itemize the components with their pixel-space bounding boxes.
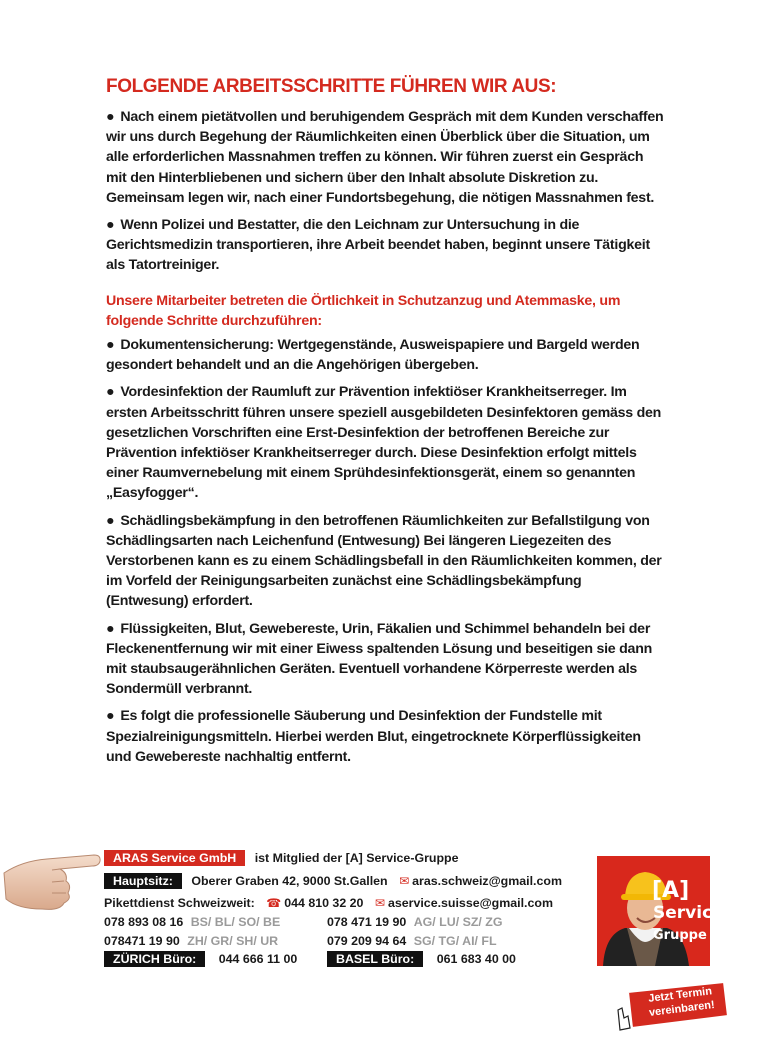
bullet-item: ● Vordesinfektion der Raumluft zur Prävention infektiöser Krankheitserreger. Im ersten Arbeitsschritt führen unsere speziell ausgebildeten Desinfektoren gemäss den gesetzlichen Vorschriften eine Erst-Desinfektion der betroffenen Bereiche zur Prävention infektiöser Krankheitserreger durch. Diese Desinfektion erfolgt mittels einer Raumvernebelung mit einem Sprühdesinfektionsgerät, einem so genannten „Easyfogger“.	[106, 384, 662, 502]
zurich-label: ZÜRICH Büro:	[104, 951, 205, 967]
bullet-item: ● Flüssigkeiten, Blut, Gewebereste, Urin, Fäkalien und Schimmel behandeln bei der Fleckenentfernung wir mit einer Eiwess spaltenden Lösung und beseitigen sie dann mit staubsaugerähnlichen Geräten. Eventuell vorhandene Körperreste werden als Sondermüll verbrannt.	[106, 620, 653, 698]
page-heading: FOLGENDE ARBEITSSCHRITTE FÜHREN WIR AUS:	[106, 76, 557, 97]
bullet-item: ● Es folgt die professionelle Säuberung und Desinfektion der Fundstelle mit Spezialreinigungsmitteln. Hierbei werden Blut, eingetrocknete Körperflüssigkeiten und Gewebereste nachhaltig entfernt.	[106, 708, 641, 765]
logo-line2: Service	[653, 903, 724, 923]
bullet-icon: ●	[106, 109, 115, 125]
book-appointment-button[interactable]	[612, 982, 730, 1032]
hq-address: Oberer Graben 42, 9000 St.Gallen	[191, 874, 388, 888]
member-text: ist Mitglied der [A] Service-Gruppe	[254, 851, 459, 865]
hq-label: Hauptsitz:	[104, 873, 182, 889]
bullet-icon: ●	[106, 620, 115, 637]
phone-icon: ☎	[266, 896, 282, 910]
bullet-item: ● Dokumentensicherung: Wertgegenstände, Ausweispapiere und Bargeld werden gesondert behandelt und an die Angehörigen übergeben.	[106, 337, 640, 374]
phone-number[interactable]: 079 209 94 64	[327, 934, 407, 948]
bullet-item: ● Wenn Polizei und Bestatter, die den Leichnam zur Untersuchung in die Gerichtsmedizin transportieren, ihre Arbeit beendet haben, beginnt unsere Tätigkeit als Tatortreiniger.	[106, 217, 650, 274]
company-badge: ARAS Service GmbH	[104, 850, 245, 866]
basel-label: BASEL Büro:	[327, 951, 423, 967]
red-note: Unsere Mitarbeiter betreten die Örtlichkeit in Schutzanzug und Atemmaske, um folgende Schritte durchzuführen:	[106, 292, 621, 329]
mail-icon: ✉	[374, 896, 385, 910]
cta-line1: Jetzt Termin	[647, 985, 713, 1005]
logo-line1: [A]	[652, 878, 690, 903]
phone-number[interactable]: 078 893 08 16	[104, 915, 184, 929]
picket-email-link[interactable]: aservice.suisse@gmail.com	[387, 896, 553, 910]
bullet-item: ● Nach einem pietätvollen und beruhigendem Gespräch mit dem Kunden verschaffen wir uns durch Begehung der Räumlichkeiten einen Überblick über die Situation, um alle erforderlichen Massnahmen treffen zu können. Wir führen zuerst ein Gespräch mit den Hinterbliebenen und sichern über den Inhalt absolute Diskretion zu. Gemeinsam legen wir, nach einer Fundortsbegehung, die nötigen Massnahmen fest.	[106, 109, 664, 206]
phone-regions: AG/ LU/ SZ/ ZG	[413, 915, 503, 929]
logo-line3: Gruppe	[653, 928, 707, 943]
basel-phone[interactable]: 061 683 40 00	[436, 952, 516, 966]
hq-email-link[interactable]: aras.schweiz@gmail.com	[412, 874, 562, 888]
phone-regions: ZH/ GR/ SH/ UR	[187, 934, 279, 948]
bullet-icon: ●	[106, 384, 115, 401]
phone-regions: SG/ TG/ AI/ FL	[413, 934, 497, 948]
main-content	[106, 107, 666, 774]
bullet-item: ● Schädlingsbekämpfung in den betroffenen Räumlichkeiten zur Befallstilgung von Schädlingsarten nach Leichenfund (Entwesung) Bei längeren Liegezeiten des Verstorbenen kann es zu einem Schädlingsbefall in den Räumlichkeiten kommen, der im Vorfeld der Reinigungsarbeiten zunächst eine Schädlingsbekämpfung (Entwesung) erfordert.	[106, 512, 662, 610]
phone-regions: BS/ BL/ SO/ BE	[190, 915, 281, 929]
bullet-icon: ●	[106, 708, 115, 725]
picket-label: Pikettdienst Schweizweit:	[104, 896, 255, 910]
bullet-icon: ●	[106, 337, 115, 354]
phone-number[interactable]: 078 471 19 90	[327, 915, 407, 929]
picket-phone[interactable]: 044 810 32 20	[284, 896, 364, 910]
mail-icon: ✉	[399, 874, 410, 888]
pointing-hand-icon	[2, 843, 102, 913]
cta-line2: vereinbaren!	[648, 998, 716, 1019]
phone-number[interactable]: 078471 19 90	[104, 934, 180, 948]
bullet-icon: ●	[106, 512, 115, 529]
bullet-icon: ●	[106, 217, 115, 234]
service-gruppe-logo	[597, 856, 724, 966]
zurich-phone[interactable]: 044 666 11 00	[218, 952, 298, 966]
